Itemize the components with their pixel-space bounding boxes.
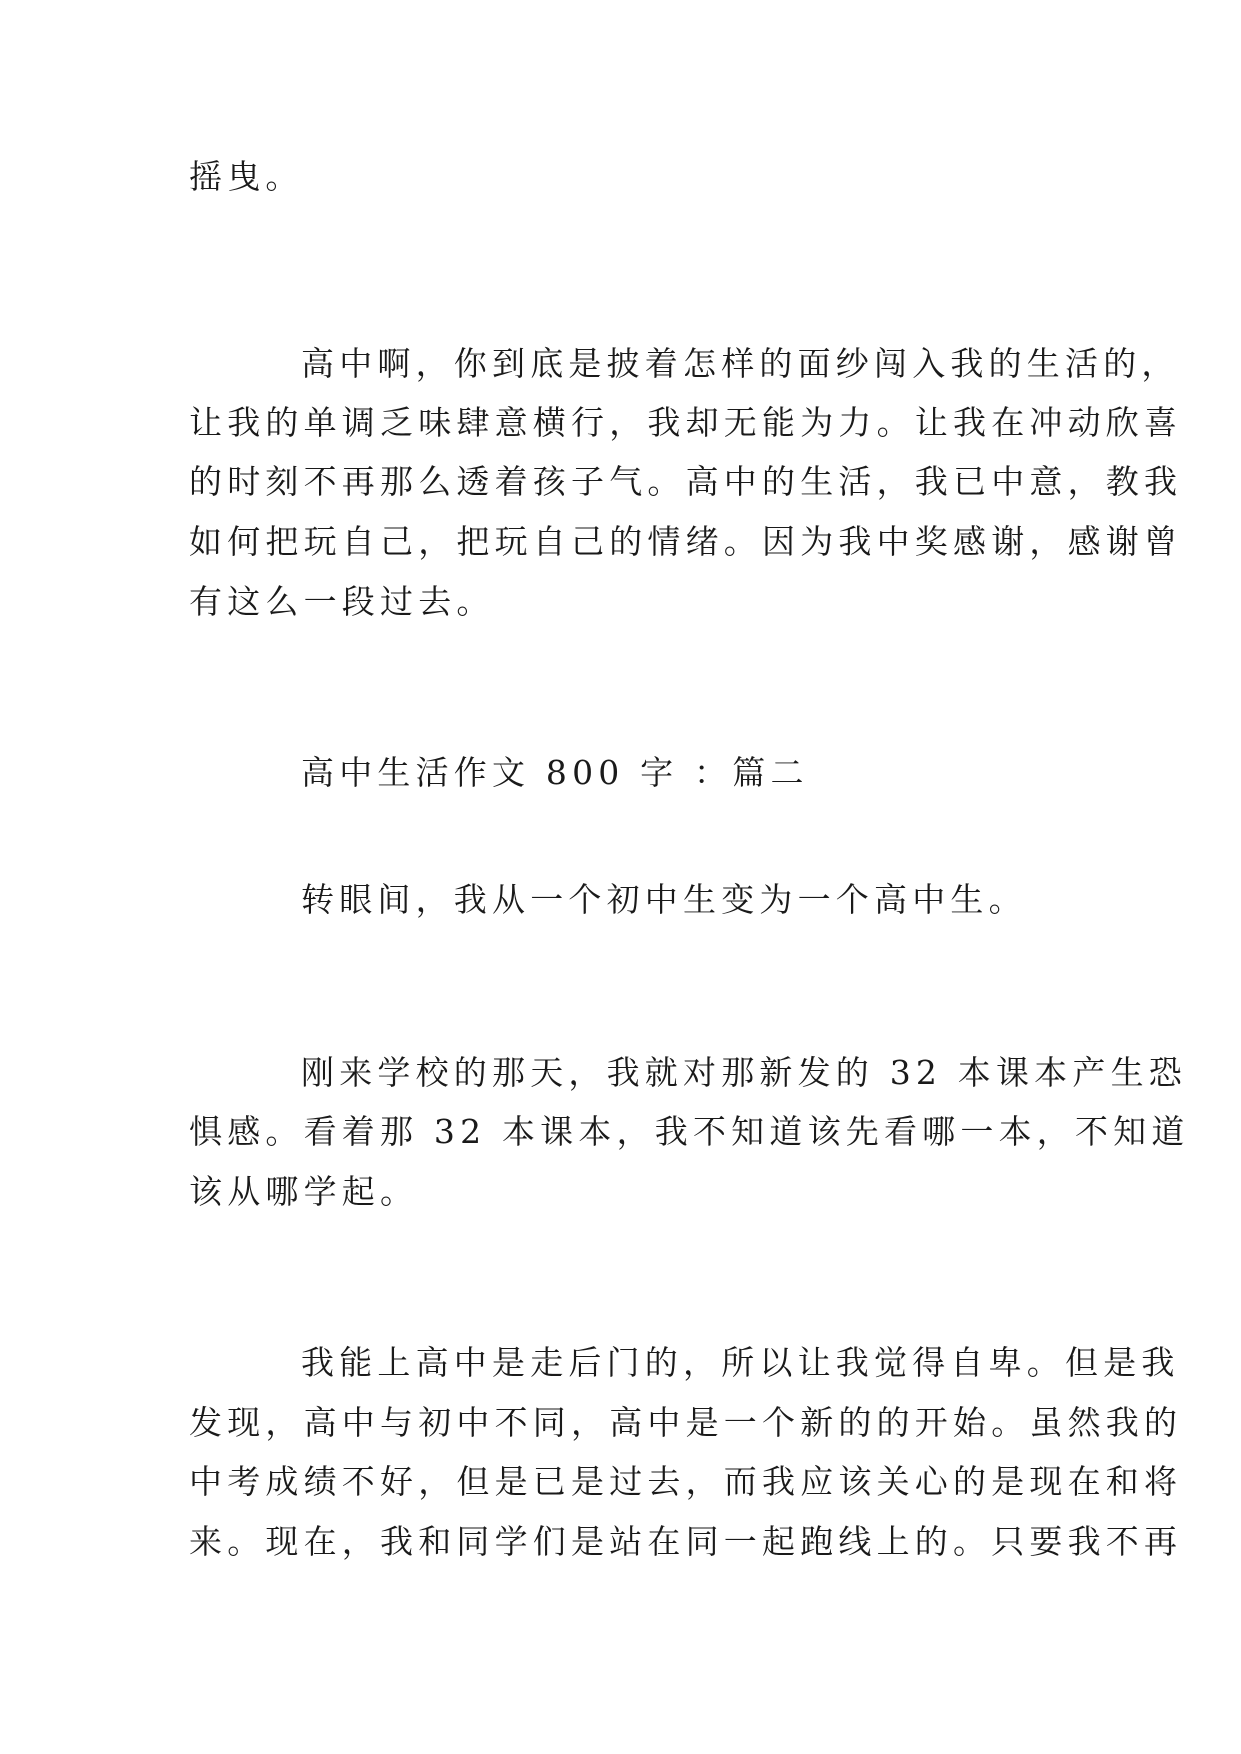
text-line: 惧感。看着那 32 本课本，我不知道该先看哪一本，不知道 bbox=[189, 1112, 1190, 1151]
text-line: 发现，高中与初中不同，高中是一个新的的开始。虽然我的 bbox=[189, 1403, 1183, 1442]
text-line: 转眼间，我从一个初中生变为一个高中生。 bbox=[301, 880, 1027, 919]
text-line: 刚来学校的那天，我就对那新发的 32 本课本产生恐 bbox=[301, 1053, 1187, 1092]
text-line: 摇曳。 bbox=[189, 157, 304, 196]
text-line: 来。现在，我和同学们是站在同一起跑线上的。只要我不再 bbox=[189, 1522, 1183, 1561]
text-line: 有这么一段过去。 bbox=[189, 582, 495, 621]
text-line: 让我的单调乏味肆意横行，我却无能为力。让我在冲动欣喜 bbox=[189, 403, 1183, 442]
text-line: 我能上高中是走后门的，所以让我觉得自卑。但是我 bbox=[301, 1343, 1180, 1382]
text-line: 该从哪学起。 bbox=[189, 1172, 419, 1211]
text-line: 的时刻不再那么透着孩子气。高中的生活，我已中意，教我 bbox=[189, 462, 1183, 501]
text-line: 中考成绩不好，但是已是过去，而我应该关心的是现在和将 bbox=[189, 1462, 1183, 1501]
section-heading: 高中生活作文 800 字 ：篇二 bbox=[301, 753, 809, 792]
text-line: 如何把玩自己，把玩自己的情绪。因为我中奖感谢，感谢曾 bbox=[189, 522, 1183, 561]
text-line: 高中啊，你到底是披着怎样的面纱闯入我的生活的， bbox=[301, 344, 1180, 383]
